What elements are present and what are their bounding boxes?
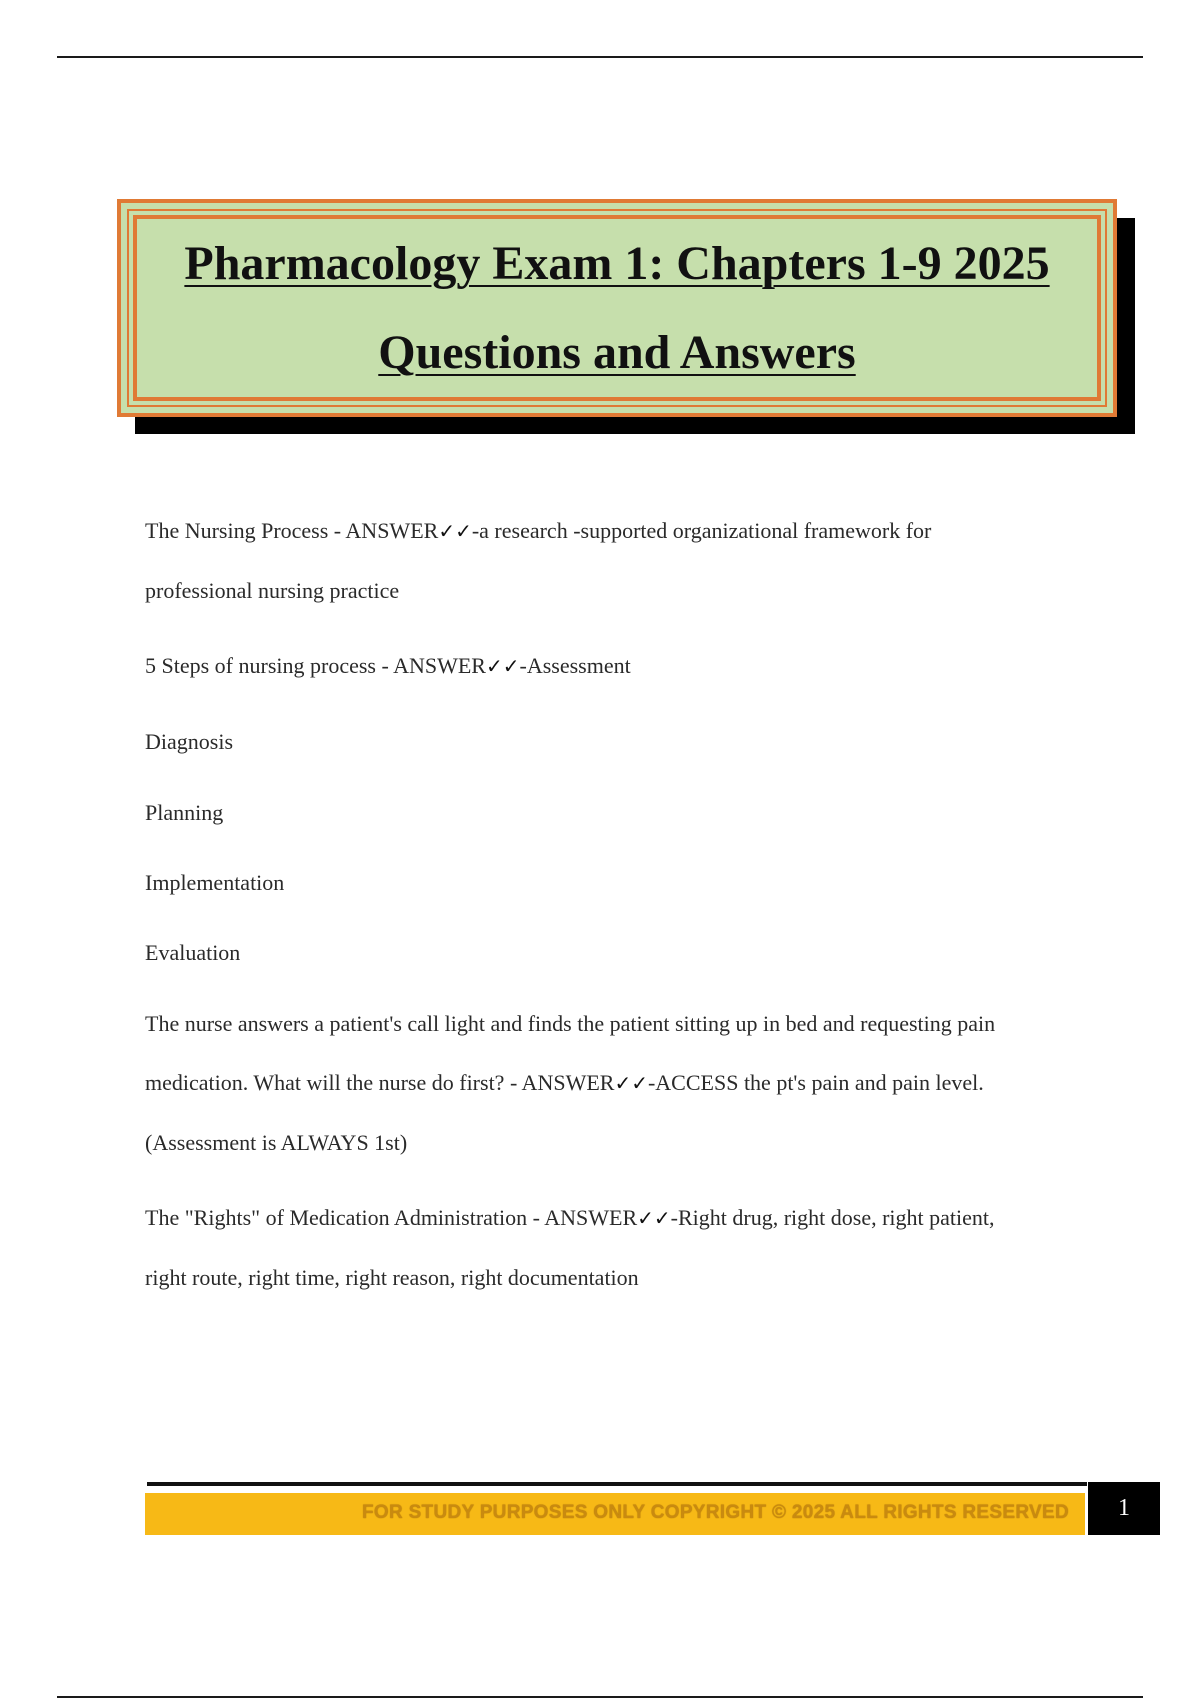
step-diagnosis: Diagnosis [145, 729, 233, 754]
qa-item-medication-rights [145, 1205, 1075, 1231]
answer-continuation: (Assessment is ALWAYS 1st) [145, 1130, 408, 1155]
answer-text: -Assessment [519, 653, 631, 678]
step-evaluation: Evaluation [145, 940, 241, 965]
qa-item-call-light: The nurse answers a patient's call light and finds the patient sitting up in bed and requesting pain [145, 1011, 996, 1036]
checkmark-icon: ✓✓ [438, 519, 472, 543]
document-title [121, 219, 1113, 397]
step-planning: Planning [145, 800, 224, 825]
title-line-2: Questions and Answers [378, 326, 856, 379]
qa-item-nursing-process [145, 518, 1075, 544]
answer-text: -a research -supported organizational framework for [471, 518, 932, 543]
checkmark-icon: ✓✓ [637, 1206, 671, 1230]
answer-text: -Right drug, right dose, right patient, [670, 1205, 995, 1230]
question-text: 5 Steps of nursing process - ANSWER [145, 653, 486, 678]
title-line-1: Pharmacology Exam 1: Chapters 1-9 2025 [184, 237, 1050, 290]
question-text: The "Rights" of Medication Administration - ANSWER [145, 1205, 638, 1230]
answer-text: -ACCESS the pt's pain and pain level. [647, 1070, 984, 1095]
bottom-rule [57, 1696, 1143, 1698]
page-number: 1 [1088, 1482, 1160, 1535]
question-text: The Nursing Process - ANSWER [145, 518, 439, 543]
question-text: medication. What will the nurse do first? - ANSWER [145, 1070, 615, 1095]
checkmark-icon: ✓✓ [485, 654, 520, 678]
answer-continuation: professional nursing practice [145, 578, 400, 603]
answer-continuation: right route, right time, right reason, right documentation [145, 1265, 639, 1290]
title-banner [117, 199, 1117, 417]
top-rule [57, 56, 1143, 58]
footer-bar [145, 1493, 1085, 1535]
qa-item-call-light-line2 [145, 1070, 1075, 1096]
qa-item-five-steps [145, 653, 1075, 679]
checkmark-icon: ✓✓ [614, 1071, 648, 1095]
copyright-notice: FOR STUDY PURPOSES ONLY COPYRIGHT © 2025 ALL RIGHTS RESERVED [361, 1502, 1069, 1523]
footer-rule [147, 1482, 1087, 1486]
step-implementation: Implementation [145, 870, 285, 895]
